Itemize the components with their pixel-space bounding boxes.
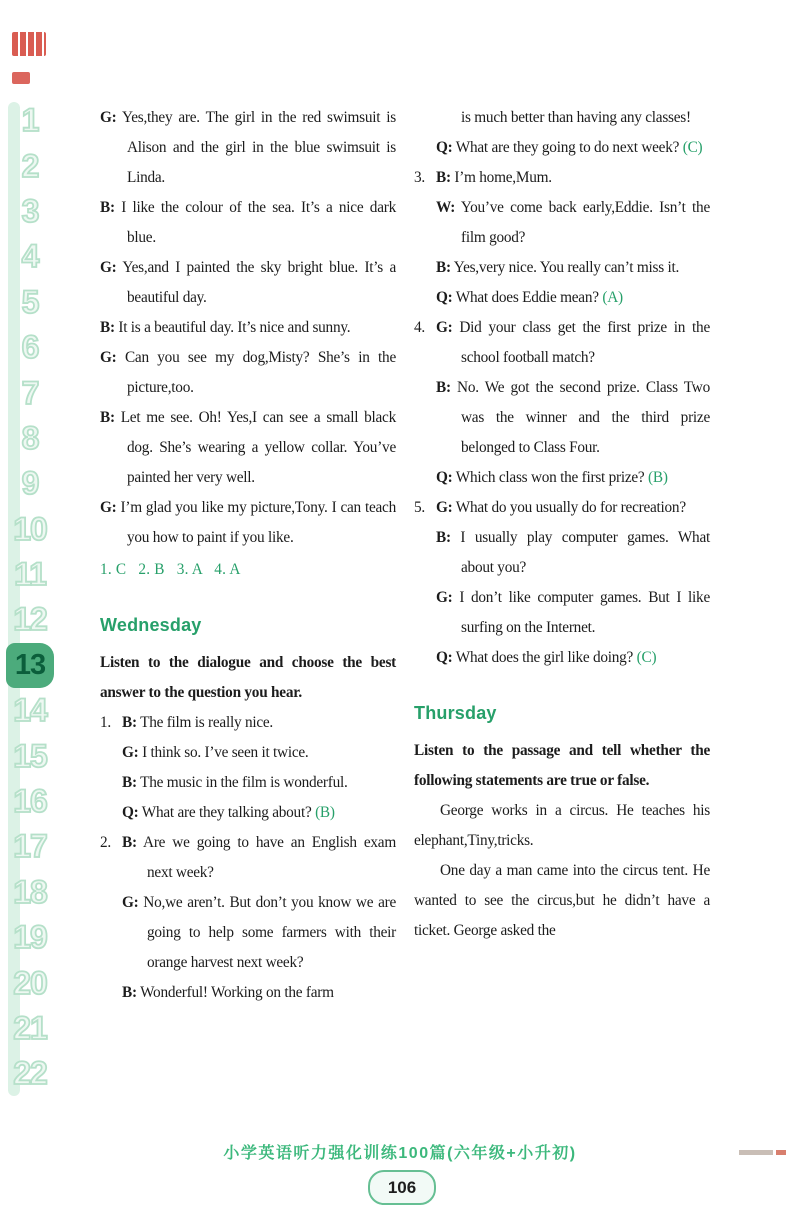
dialogue-line: 4. G: Did your class get the first prize in the school football match?: [414, 313, 710, 373]
item-number: 1.: [100, 714, 111, 731]
answer-choice: (A): [598, 289, 623, 306]
answer-choice: (B): [311, 804, 335, 821]
chapter-tab-22: 22: [13, 1055, 47, 1092]
chapter-tab-19: 19: [13, 919, 47, 956]
thursday-instructions: Listen to the passage and tell whether the following statements are true or false.: [414, 742, 710, 789]
speaker-label: G:: [122, 744, 139, 761]
item-number: 2.: [100, 834, 111, 851]
answer-key-line: 1. C 2. B 3. A 4. A: [100, 561, 241, 578]
chapter-tab-20: 20: [13, 964, 47, 1001]
dialogue-line: G: Yes,and I painted the sky bright blue. It’s a beautiful day.: [100, 259, 396, 306]
dialogue-line: Q: What does Eddie mean? (A): [436, 289, 623, 306]
red-stamp-mark-small: [12, 72, 30, 84]
speaker-label: B:: [122, 834, 137, 851]
dialogue-line: B: Let me see. Oh! Yes,I can see a small black dog. She’s wearing a yellow collar. You’ve painted her very well.: [100, 409, 396, 486]
dialogue-line: G: Yes,they are. The girl in the red swimsuit is Alison and the girl in the blue swimsuit is Linda.: [100, 109, 396, 186]
red-stamp-mark: [12, 32, 46, 56]
speaker-label: G:: [100, 349, 117, 366]
dialogue-line: G: No,we aren’t. But don’t you know we are going to help some farmers with their orange harvest next week?: [122, 894, 396, 971]
chapter-tab-1: 1: [21, 102, 39, 139]
print-info-dot: [776, 1150, 786, 1155]
speaker-label: B:: [436, 529, 451, 546]
chapter-tab-sidebar: [6, 98, 54, 1102]
dialogue-line: 5. G: What do you usually do for recreation?: [414, 493, 710, 523]
continuation-line: is much better than having any classes!: [461, 109, 691, 126]
book-footer-title: 小学英语听力强化训练100篇(六年级+小升初): [223, 1145, 577, 1162]
wednesday-instructions: Listen to the dialogue and choose the best answer to the question you hear.: [100, 654, 396, 701]
dialogue-line: 2. B: Are we going to have an English exam next week?: [100, 828, 396, 888]
speaker-label: B:: [436, 379, 451, 396]
dialogue-line: B: It is a beautiful day. It’s nice and sunny.: [100, 319, 351, 336]
section-title-wednesday: Wednesday: [100, 615, 202, 635]
chapter-tab-5: 5: [21, 283, 39, 320]
dialogue-line: B: I usually play computer games. What about you?: [436, 529, 710, 576]
answer-choice: (C): [633, 649, 657, 666]
dialogue-line: Q: Which class won the first prize? (B): [436, 469, 668, 486]
speaker-label: G:: [122, 894, 139, 911]
chapter-tab-17: 17: [13, 828, 47, 865]
wednesday-dialogue-continued: [414, 133, 710, 673]
answer-choice: (C): [679, 139, 703, 156]
chapter-tab-12: 12: [13, 601, 47, 638]
chapter-tab-7: 7: [21, 374, 39, 411]
chapter-tab-16: 16: [13, 783, 47, 820]
wednesday-dialogue: [100, 708, 396, 1008]
dialogue-line: Q: What does the girl like doing? (C): [436, 649, 657, 666]
dialogue-line: Q: What are they going to do next week? (C): [436, 139, 703, 156]
right-column: [414, 103, 710, 946]
page-number-badge: [368, 1170, 436, 1205]
dialogue-line: G: Can you see my dog,Misty? She’s in the picture,too.: [100, 349, 396, 396]
sidebar-tabs: [6, 98, 54, 1097]
passage-paragraph: George works in a circus. He teaches his elephant,Tiny,tricks.: [414, 802, 710, 849]
speaker-label: G:: [100, 259, 117, 276]
print-mark-bottom-right: [739, 1150, 786, 1155]
tuesday-dialogue: [100, 103, 396, 553]
speaker-label: W:: [436, 199, 456, 216]
speaker-label: B:: [122, 774, 137, 791]
speaker-label: Q:: [122, 804, 139, 821]
dialogue-line: 3. B: I’m home,Mum.: [414, 163, 710, 193]
speaker-label: Q:: [436, 139, 453, 156]
print-mark-top-left: [12, 32, 52, 94]
speaker-label: B:: [100, 199, 115, 216]
dialogue-line: W: You’ve come back early,Eddie. Isn’t the film good?: [436, 199, 710, 246]
dialogue-line: G: I’m glad you like my picture,Tony. I can teach you how to paint if you like.: [100, 499, 396, 546]
speaker-label: Q:: [436, 469, 453, 486]
dialogue-line: B: No. We got the second prize. Class Two was the winner and the third prize belonged to Class Four.: [436, 379, 710, 456]
speaker-label: B:: [122, 714, 137, 731]
chapter-tab-11: 11: [14, 556, 46, 593]
speaker-label: B:: [436, 169, 451, 186]
speaker-label: Q:: [436, 649, 453, 666]
speaker-label: B:: [436, 259, 451, 276]
section-title-thursday: Thursday: [414, 703, 497, 723]
speaker-label: B:: [100, 319, 115, 336]
speaker-label: G:: [436, 589, 453, 606]
answer-choice: (B): [644, 469, 668, 486]
dialogue-line: 1. B: The film is really nice.: [100, 708, 396, 738]
speaker-label: G:: [436, 319, 453, 336]
speaker-label: B:: [100, 409, 115, 426]
dialogue-line: B: The music in the film is wonderful.: [122, 774, 348, 791]
dialogue-line: G: I think so. I’ve seen it twice.: [122, 744, 309, 761]
chapter-tab-4: 4: [21, 238, 39, 275]
speaker-label: B:: [122, 984, 137, 1001]
chapter-tab-3: 3: [21, 192, 39, 229]
item-number: 3.: [414, 169, 425, 186]
item-number: 5.: [414, 499, 425, 516]
speaker-label: Q:: [436, 289, 453, 306]
item-number: 4.: [414, 319, 425, 336]
passage-paragraph: One day a man came into the circus tent. He wanted to see the circus,but he didn’t have a ticket. George asked the: [414, 862, 710, 939]
dialogue-line: G: I don’t like computer games. But I like surfing on the Internet.: [436, 589, 710, 636]
left-column: [100, 103, 396, 1008]
dialogue-line: B: Wonderful! Working on the farm: [122, 984, 334, 1001]
print-info-bar: [739, 1150, 773, 1155]
chapter-tab-10: 10: [13, 510, 47, 547]
chapter-tab-6: 6: [21, 329, 39, 366]
chapter-tab-9: 9: [21, 465, 39, 502]
chapter-tab-14: 14: [13, 692, 47, 729]
dialogue-line: B: I like the colour of the sea. It’s a nice dark blue.: [100, 199, 396, 246]
chapter-tab-8: 8: [21, 419, 39, 456]
speaker-label: G:: [100, 109, 117, 126]
speaker-label: G:: [100, 499, 117, 516]
chapter-tab-18: 18: [13, 873, 47, 910]
chapter-tab-2: 2: [21, 147, 39, 184]
chapter-tab-13: 13: [6, 643, 54, 688]
speaker-label: G:: [436, 499, 453, 516]
chapter-tab-21: 21: [13, 1010, 47, 1046]
thursday-passage: [414, 796, 710, 946]
chapter-tab-15: 15: [13, 737, 47, 774]
dialogue-line: Q: What are they talking about? (B): [122, 804, 335, 821]
page-number: 106: [387, 1177, 417, 1197]
dialogue-line: B: Yes,very nice. You really can’t miss it.: [436, 259, 680, 276]
